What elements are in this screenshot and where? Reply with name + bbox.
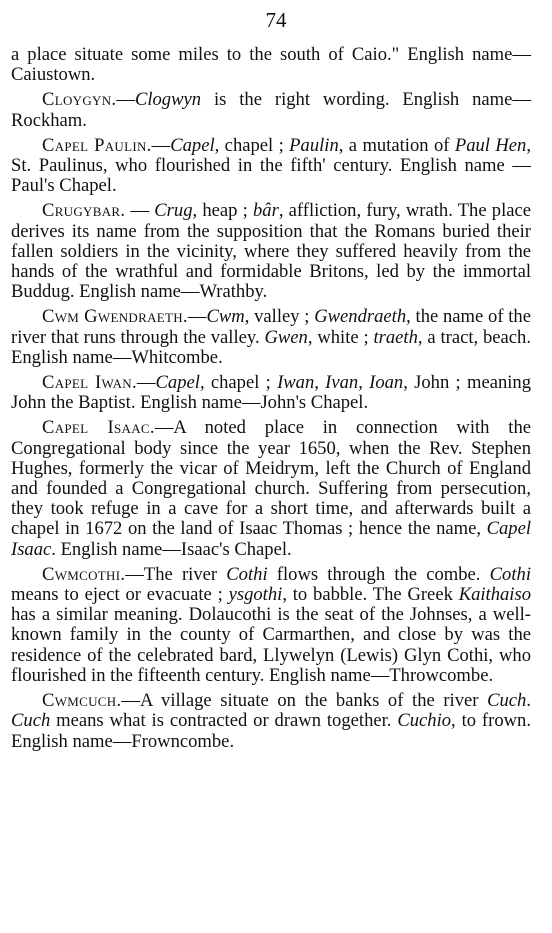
entry-heading: Capel Isaac. bbox=[42, 417, 155, 439]
entry-heading: Cwm Gwendraeth. bbox=[42, 306, 188, 328]
italic-term: Iwan, Ivan, Ioan bbox=[277, 372, 404, 394]
paragraph bbox=[11, 90, 531, 130]
paragraph bbox=[11, 201, 531, 302]
text-run: — bbox=[187, 306, 207, 328]
italic-term: Cwm bbox=[206, 306, 245, 328]
entry-heading: Cwmcuch. bbox=[42, 690, 122, 712]
entry-heading: Cwmcothi. bbox=[42, 563, 126, 585]
italic-term: Cuchio bbox=[397, 710, 452, 732]
text-run: . English name—Isaac's Chapel. bbox=[51, 538, 292, 560]
text-run: , St. Paulinus, who flourished in the fifth' century. English name —Paul's Chapel. bbox=[11, 134, 532, 197]
text-run: flows through the combe. bbox=[267, 563, 490, 585]
text-run: , affliction, fury, wrath. The place derives its name from the supposition that the Romans buried their fallen soldiers in the vicinity, where they suffered heavily from the hands of the wrathful and formidable Britons, led by the immortal Buddug. English name—Wrathby. bbox=[11, 200, 532, 303]
italic-term: Paul Hen bbox=[454, 134, 527, 156]
text-run: , a mutation of bbox=[338, 134, 455, 156]
text-run: , to babble. The Greek bbox=[282, 584, 459, 606]
paragraph bbox=[11, 45, 531, 85]
text-run: , a tract, beach. English name—Whitcombe. bbox=[11, 326, 531, 368]
paragraph bbox=[11, 418, 531, 559]
paragraph bbox=[11, 307, 531, 368]
text-run: —A village situate on the banks of the river bbox=[121, 690, 488, 712]
italic-term: traeth bbox=[373, 326, 418, 348]
text-run: —The river bbox=[125, 563, 227, 585]
italic-term: Paulin bbox=[289, 134, 339, 156]
text-run: —A noted place in connection with the Congregational body since the year 1650, when the Rev. Stephen Hughes, formerly the vicar of Meidrym, left the Church of England and founded a Congregational church. Suffering from persecution, they took refuge in a cave for a short time, and afterwards built a chapel in 1672 on the land of Isaac Thomas ; hence the name, bbox=[11, 417, 531, 540]
page-number: 74 bbox=[265, 8, 287, 32]
text-run: is the right wording. English name—Rockham. bbox=[11, 89, 531, 131]
text-run: means to eject or evacuate ; bbox=[11, 584, 229, 606]
text-run: , John ; meaning John the Baptist. English name—John's Chapel. bbox=[11, 372, 532, 414]
italic-term: Cothi bbox=[226, 563, 268, 585]
italic-term: bâr bbox=[252, 200, 279, 222]
text-run: , valley ; bbox=[244, 306, 315, 328]
italic-term: Capel bbox=[170, 134, 215, 156]
paragraph bbox=[11, 373, 531, 413]
text-run: has a similar meaning. Dolaucothi is the seat of the Johnses, a well-known family in the county of Carmarthen, and close by was the residence of the celebrated bard, Llywelyn (Lewis) Glyn Cothi, who flourished in the fifteenth century. English name—Throwcombe. bbox=[11, 604, 531, 686]
italic-term: Kaithaiso bbox=[458, 584, 532, 606]
text-run: . bbox=[526, 690, 531, 712]
entry-heading: Capel Iwan. bbox=[42, 372, 137, 394]
italic-term: Cuch bbox=[11, 710, 51, 732]
italic-term: Cothi bbox=[489, 563, 531, 585]
italic-term: Capel bbox=[155, 372, 200, 394]
italic-term: Clogwyn bbox=[134, 89, 202, 111]
italic-term: Gwendraeth bbox=[314, 306, 407, 328]
text-run: , to frown. English name—Frowncombe. bbox=[11, 710, 531, 752]
text-run: means what is contracted or drawn together. bbox=[50, 710, 398, 732]
paragraph bbox=[11, 136, 531, 197]
text-run: a place situate some miles to the south of Caio." English name—Caiustown. bbox=[11, 44, 531, 86]
text-run: , chapel ; bbox=[214, 134, 290, 156]
entry-heading: Capel Paulin. bbox=[42, 134, 152, 156]
text-run: — bbox=[116, 89, 135, 111]
entry-heading: Cloygyn. bbox=[42, 89, 117, 111]
text-run: , the name of the river that runs through the valley. bbox=[11, 306, 531, 348]
text-run: , heap ; bbox=[192, 200, 253, 222]
paragraph bbox=[11, 691, 531, 752]
entry-heading: Crugybar. bbox=[42, 200, 126, 222]
text-run: , white ; bbox=[307, 326, 374, 348]
text-run: — bbox=[151, 134, 171, 156]
text-run: , chapel ; bbox=[199, 372, 278, 394]
italic-term: Cuch bbox=[487, 690, 527, 712]
text-run: — bbox=[125, 200, 155, 222]
paragraph bbox=[11, 565, 531, 686]
body-text bbox=[11, 45, 531, 757]
italic-term: Gwen bbox=[264, 326, 308, 348]
italic-term: Capel Isaac bbox=[11, 518, 531, 560]
italic-term: ysgothi bbox=[228, 584, 283, 606]
text-run: — bbox=[136, 372, 156, 394]
italic-term: Crug bbox=[154, 200, 193, 222]
